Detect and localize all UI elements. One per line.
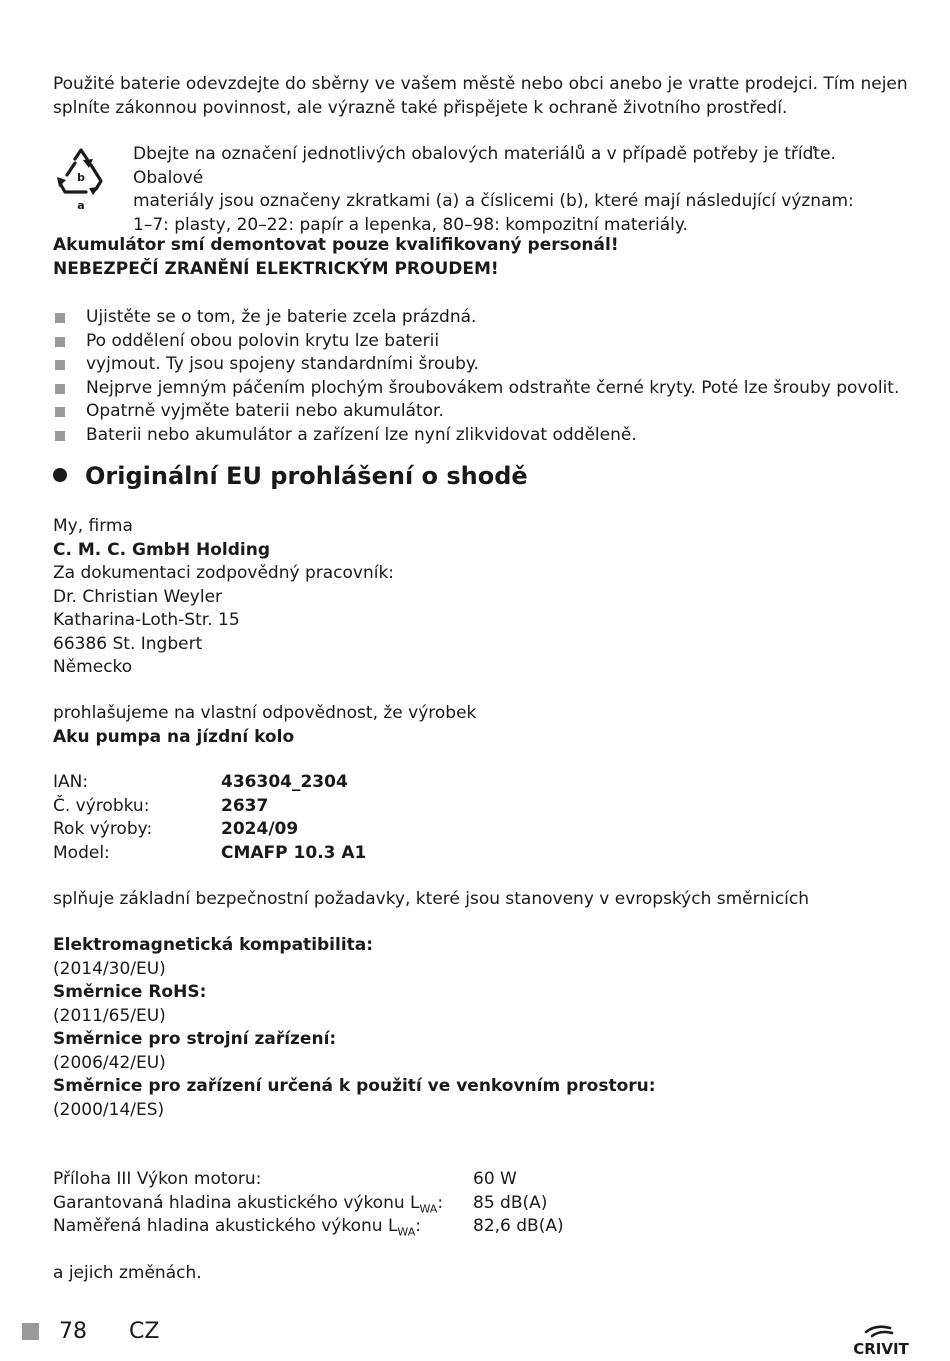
warning-line: Akumulátor smí demontovat pouze kvalifikovaný personál! (53, 235, 619, 255)
recycling-triangle-icon (53, 145, 109, 211)
declaration-line: prohlašujeme na vlastní odpovědnost, že výrobek (53, 703, 477, 723)
page-number: 78 (59, 1319, 87, 1344)
list-item: Baterii nebo akumulátor a zařízení lze nyní zlikvidovat odděleně. (53, 424, 910, 448)
footer-square-icon (22, 1323, 39, 1340)
table-row (53, 842, 910, 866)
company-city: 66386 St. Ingbert (53, 633, 203, 654)
recycling-line: Dbejte na označení jednotlivých obalových materiálů a v případě potřeby je tříďte. Obalové (133, 144, 836, 188)
list-item: vyjmout. Ty jsou spojeny standardními šrouby. (53, 353, 910, 377)
section-title: Originální EU prohlášení o shodě (85, 462, 528, 490)
recycling-line: materiály jsou označeny zkratkami (a) a číslicemi (b), které mají následující význam: (133, 191, 854, 211)
company-country: Německo (53, 657, 133, 677)
product-info-value: 2024/09 (221, 819, 299, 839)
table-row (53, 818, 910, 842)
directive-code: (2011/65/EU) (53, 1005, 166, 1026)
warning-block (53, 234, 910, 281)
directive-code: (2000/14/ES) (53, 1099, 165, 1120)
warning-line: NEBEZPEČÍ ZRANĚNÍ ELEKTRICKÝM PROUDEM! (53, 258, 499, 279)
spec-value: 85 dB(A) (473, 1192, 548, 1213)
responsible-label: Za dokumentaci zodpovědný pracovník: (53, 563, 395, 583)
company-intro: My, firma (53, 516, 133, 536)
list-item: Opatrně vyjměte baterii nebo akumulátor. (53, 400, 910, 424)
list-item: Nejprve jemným páčením plochým šroubovákem odstraňte černé kryty. Poté lze šrouby povolit. (53, 377, 910, 401)
responsible-person: Dr. Christian Weyler (53, 586, 223, 607)
spec-label: Garantovaná hladina akustického výkonu $L_{WA}$: (53, 1192, 444, 1215)
spec-value: 60 W (473, 1169, 517, 1189)
declaration-block (53, 702, 910, 749)
spec-label: Příloha III Výkon motoru: (53, 1169, 262, 1189)
company-name: C. M. C. GmbH Holding (53, 539, 270, 560)
directive-title: Směrnice pro strojní zařízení: (53, 1029, 337, 1049)
company-block (53, 515, 910, 680)
product-info-value: CMAFP 10.3 A1 (221, 842, 367, 863)
table-row (53, 771, 910, 795)
section-heading (53, 461, 910, 491)
product-info-label: Č. výrobku: (53, 795, 150, 816)
specs-table (53, 1168, 910, 1239)
recycling-code-b: b (77, 171, 85, 184)
product-info-label: IAN: (53, 772, 89, 792)
directives-list (53, 934, 910, 1122)
product-info-value: 436304_2304 (221, 772, 348, 792)
language-code: CZ (129, 1319, 160, 1344)
intro-paragraph (53, 73, 910, 120)
fulfils-line: splňuje základní bezpečnostní požadavky, které jsou stanoveny v evropských směrnicích (53, 889, 810, 909)
recycling-line: 1–7: plasty, 20–22: papír a lepenka, 80–98: kompozitní materiály. (133, 214, 688, 235)
product-info-label: Model: (53, 842, 110, 863)
table-row (53, 795, 910, 819)
spec-value: 82,6 dB(A) (473, 1216, 564, 1236)
spec-label: Naměřená hladina akustického výkonu $L_{WA}$: (53, 1216, 421, 1239)
product-name: Aku pumpa na jízdní kolo (53, 726, 295, 747)
list-item: Ujistěte se o tom, že je baterie zcela prázdná. (53, 306, 910, 330)
intro-line: Použité baterie odevzdejte do sběrny ve vašem městě nebo obci anebo je vratte prodejci. Tím nejen (53, 74, 908, 94)
recycling-info (53, 143, 910, 237)
directive-title: Elektromagnetická kompatibilita: (53, 935, 374, 955)
directive-code: (2014/30/EU) (53, 958, 166, 979)
recycling-code-a: a (77, 199, 85, 211)
directive-title: Směrnice RoHS: (53, 982, 207, 1002)
list-item: Po oddělení obou polovin krytu lze baterii (53, 330, 910, 354)
table-row (53, 1168, 910, 1192)
product-info-table (53, 771, 910, 865)
brand-name: CRIVIT (853, 1340, 909, 1358)
disassembly-steps-list (53, 306, 910, 447)
directive-code: (2006/42/EU) (53, 1052, 166, 1073)
product-info-label: Rok výroby: (53, 819, 153, 839)
table-row (53, 1192, 910, 1216)
table-row (53, 1215, 910, 1239)
crivit-logo (846, 1322, 916, 1358)
company-street: Katharina-Loth-Str. 15 (53, 610, 240, 630)
intro-line: splníte zákonnou povinnost, ale výrazně také přispějete k ochraně životního prostředí. (53, 97, 788, 118)
bullet-dot-icon (53, 468, 67, 482)
recycling-text (133, 143, 910, 237)
directive-title: Směrnice pro zařízení určená k použití ve venkovním prostoru: (53, 1076, 656, 1096)
product-info-value: 2637 (221, 795, 269, 816)
closing-line: a jejich změnách. (53, 1263, 202, 1283)
